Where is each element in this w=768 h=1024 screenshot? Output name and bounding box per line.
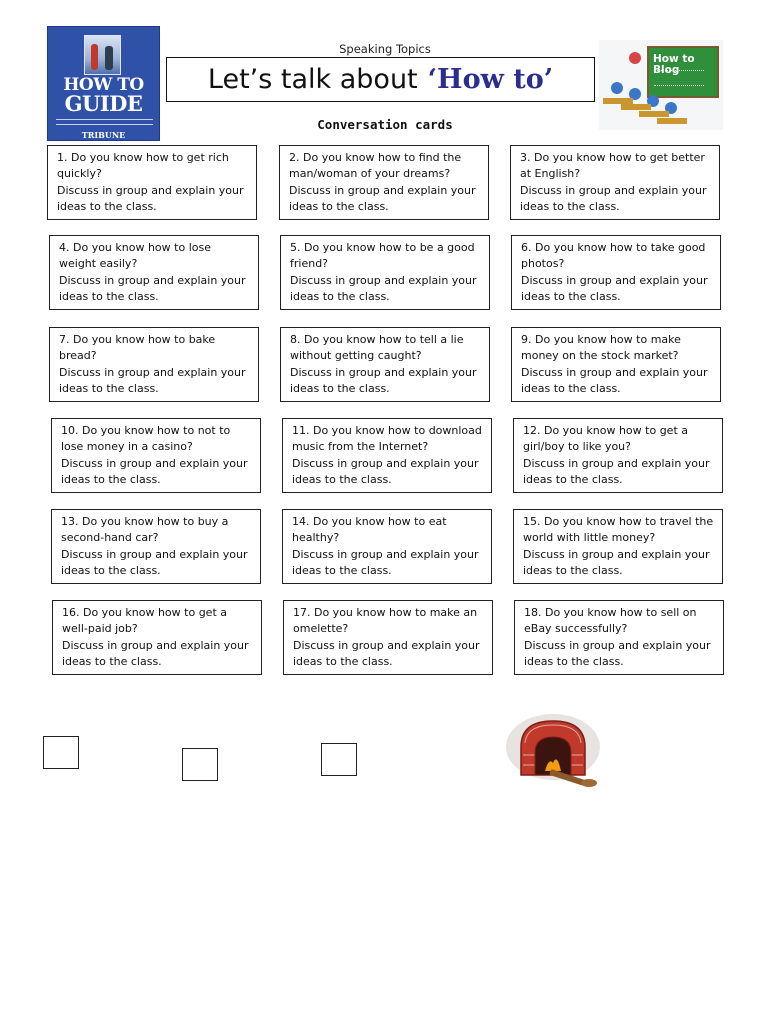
desk <box>621 104 651 110</box>
page-title-accent: ‘How to’ <box>427 64 554 95</box>
conversation-card <box>282 509 492 584</box>
book-cover-subtitle-lines <box>56 119 153 125</box>
card-question: 2. Do you know how to find the man/woman of your dreams? <box>289 151 462 181</box>
card-instruction: Discuss in group and explain your ideas to the class. <box>290 273 477 303</box>
card-instruction: Discuss in group and explain your ideas to the class. <box>59 273 246 303</box>
conversation-card <box>514 600 724 675</box>
section-heading: Conversation cards <box>317 117 453 132</box>
card-question: 3. Do you know how to get better at English? <box>520 151 705 181</box>
book-cover-photo <box>84 35 121 75</box>
page-title-box <box>166 57 595 102</box>
card-question: 8. Do you know how to tell a lie without getting caught? <box>290 333 464 363</box>
how-to-blog-classroom-image <box>599 40 723 130</box>
topic-label: Speaking Topics <box>339 42 431 56</box>
teacher-figure <box>629 52 641 64</box>
conversation-card <box>282 418 492 493</box>
conversation-card <box>510 145 720 220</box>
card-instruction: Discuss in group and explain your ideas to the class. <box>521 273 708 303</box>
card-instruction: Discuss in group and explain your ideas to the class. <box>293 638 480 668</box>
card-question: 14. Do you know how to eat healthy? <box>292 515 447 545</box>
card-instruction: Discuss in group and explain your ideas to the class. <box>290 365 477 395</box>
card-question: 5. Do you know how to be a good friend? <box>290 241 475 271</box>
book-cover-publisher: TRIBUNE <box>81 130 126 140</box>
conversation-card <box>51 418 261 493</box>
conversation-card <box>279 145 489 220</box>
book-cover-title-line2: GUIDE <box>64 91 143 116</box>
card-instruction: Discuss in group and explain your ideas to the class. <box>292 456 479 486</box>
card-instruction: Discuss in group and explain your ideas to the class. <box>523 456 710 486</box>
card-question: 18. Do you know how to sell on eBay successfully? <box>524 606 697 636</box>
card-instruction: Discuss in group and explain your ideas to the class. <box>62 638 249 668</box>
chalkboard-small-text-lines <box>654 70 704 86</box>
card-question: 10. Do you know how to not to lose money in a casino? <box>61 424 231 454</box>
card-instruction: Discuss in group and explain your ideas to the class. <box>57 183 244 213</box>
card-question: 11. Do you know how to download music from the Internet? <box>292 424 482 454</box>
card-instruction: Discuss in group and explain your ideas to the class. <box>524 638 711 668</box>
card-question: 9. Do you know how to make money on the stock market? <box>521 333 681 363</box>
card-instruction: Discuss in group and explain your ideas to the class. <box>61 547 248 577</box>
card-question: 17. Do you know how to make an omelette? <box>293 606 478 636</box>
card-question: 7. Do you know how to bake bread? <box>59 333 216 363</box>
desk <box>657 118 687 124</box>
brick-oven-icon <box>505 713 601 789</box>
conversation-card <box>511 327 721 402</box>
card-question: 6. Do you know how to take good photos? <box>521 241 706 271</box>
card-question: 12. Do you know how to get a girl/boy to like you? <box>523 424 688 454</box>
card-instruction: Discuss in group and explain your ideas to the class. <box>292 547 479 577</box>
conversation-card <box>51 509 261 584</box>
chalkboard <box>647 46 719 98</box>
conversation-card <box>47 145 257 220</box>
student-figure <box>611 82 623 94</box>
desk <box>639 111 669 117</box>
conversation-card <box>511 235 721 310</box>
how-to-guide-book-cover-image <box>47 26 160 141</box>
card-question: 4. Do you know how to lose weight easily? <box>59 241 211 271</box>
empty-answer-box <box>43 736 79 769</box>
conversation-card <box>49 235 259 310</box>
card-question: 16. Do you know how to get a well-paid job? <box>62 606 227 636</box>
conversation-card <box>49 327 259 402</box>
empty-answer-box <box>182 748 218 781</box>
conversation-card <box>52 600 262 675</box>
card-instruction: Discuss in group and explain your ideas to the class. <box>523 547 710 577</box>
conversation-card <box>280 327 490 402</box>
chalkboard-text: How to Blog <box>653 53 695 76</box>
page-title-main: Let’s talk about <box>207 64 418 95</box>
book-cover-title-line1: HOW TO <box>63 75 144 95</box>
conversation-card <box>280 235 490 310</box>
conversation-card <box>513 418 723 493</box>
card-instruction: Discuss in group and explain your ideas to the class. <box>61 456 248 486</box>
card-instruction: Discuss in group and explain your ideas to the class. <box>521 365 708 395</box>
card-instruction: Discuss in group and explain your ideas to the class. <box>289 183 476 213</box>
conversation-card <box>513 509 723 584</box>
card-instruction: Discuss in group and explain your ideas to the class. <box>520 183 707 213</box>
card-question: 15. Do you know how to travel the world with little money? <box>523 515 714 545</box>
empty-answer-box <box>321 743 357 776</box>
conversation-card <box>283 600 493 675</box>
card-instruction: Discuss in group and explain your ideas to the class. <box>59 365 246 395</box>
card-question: 1. Do you know how to get rich quickly? <box>57 151 229 181</box>
card-question: 13. Do you know how to buy a second-hand car? <box>61 515 229 545</box>
